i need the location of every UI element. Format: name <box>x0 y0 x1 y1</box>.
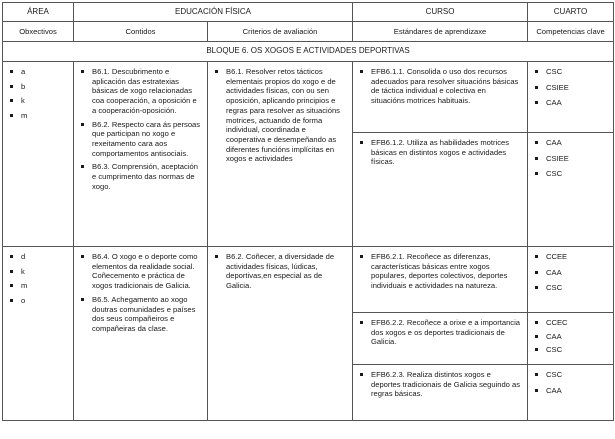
competence-item: CSC <box>534 283 607 293</box>
objective-item: m <box>9 111 67 121</box>
table-row <box>3 62 614 247</box>
standard-item: EFB6.1.1. Consolida o uso dos recursos adecuados para resolver situacións básicas de táctica individual e colectiva en situacións motrices habituais. <box>359 67 521 106</box>
header-subject: EDUCACIÓN FÍSICA <box>74 3 353 22</box>
competence-item: CAA <box>534 268 607 278</box>
col-competences: Competencias clave <box>528 22 614 42</box>
objective-item: d <box>9 252 67 262</box>
criteria-cell <box>208 62 353 247</box>
competence-item: CAA <box>534 386 607 396</box>
competence-item: CSC <box>534 345 607 355</box>
criteria-item: B6.2. Coñecer, a diversidade de actividades físicas, lúdicas, deportivas,en especial as de Galicia. <box>214 252 346 291</box>
standard-item: EFB6.1.2. Utiliza as habilidades motrices básicas en distintos xogos e actividades físicas. <box>359 138 521 167</box>
content-item: B6.5. Achegamento ao xogo doutras comunidades e países dos seus compañeiros e compañeiras da clase. <box>80 295 201 334</box>
competences-cell <box>528 62 614 247</box>
col-standards: Estándares de aprendizaxe <box>353 22 528 42</box>
standard-box <box>353 133 527 174</box>
competence-box <box>528 365 613 404</box>
curriculum-table <box>2 2 614 421</box>
competence-item: CAA <box>534 138 607 148</box>
competence-box <box>528 133 613 188</box>
standard-item: EFB6.2.3. Realiza distintos xogos e deportes tradicionais de Galicia seguindo as regras básicas. <box>359 370 521 399</box>
criteria-cell <box>208 247 353 421</box>
standards-cell <box>353 247 528 421</box>
competence-item: CSC <box>534 169 607 179</box>
contents-cell <box>74 247 208 421</box>
objectives-cell <box>3 62 74 247</box>
standard-box <box>353 313 527 365</box>
header-curso: CURSO <box>353 3 528 22</box>
objective-item: k <box>9 267 67 277</box>
standard-item: EFB6.2.1. Recoñece as diferenzas, características básicas entre xogos populares, deportes colectivos, deportes individuais e actividades na natureza. <box>359 252 521 291</box>
competence-item: CSIEE <box>534 83 607 93</box>
content-item: B6.1. Descubrimento e aplicación das estratexias básicas de xogo relacionadas coa cooperación, a oposición e a cooperación-oposición. <box>80 67 201 116</box>
standards-cell <box>353 62 528 247</box>
competence-item: CAA <box>534 98 607 108</box>
objective-item: a <box>9 67 67 77</box>
contents-cell <box>74 62 208 247</box>
content-item: B6.3. Comprensión, aceptación e cumprimento das normas de xogo. <box>80 162 201 191</box>
competence-item: CCEC <box>534 318 607 328</box>
criteria-item: B6.1. Resolver retos tácticos elementais propios do xogo e de actividades físicas, con ou sen oposición, aplicando principios e regras para resolver as situacións motrices, actuando de forma individual, coordinada e cooperativa e desempeñando as diferentes funcións implícitas en xogos e actividades <box>214 67 346 164</box>
competence-box <box>528 62 613 133</box>
competence-item: CSIEE <box>534 154 607 164</box>
content-item: B6.4. O xogo e o deporte como elementos da realidade social. Coñecemento e práctica de xogos tradicionais de Galicia. <box>80 252 201 291</box>
competence-item: CSC <box>534 67 607 77</box>
standard-box <box>353 365 527 406</box>
objective-item: k <box>9 96 67 106</box>
objective-item: b <box>9 82 67 92</box>
col-contents: Contidos <box>74 22 208 42</box>
competence-box <box>528 247 613 313</box>
col-objectives: Obxectivos <box>3 22 74 42</box>
objective-item: o <box>9 296 67 306</box>
competence-item: CAA <box>534 332 607 342</box>
competences-cell <box>528 247 614 421</box>
standard-box <box>353 247 527 313</box>
standard-box <box>353 62 527 133</box>
objectives-cell <box>3 247 74 421</box>
competence-item: CSC <box>534 370 607 380</box>
table-row <box>3 247 614 421</box>
standard-item: EFB6.2.2. Recoñece a orixe e a importancia dos xogos e os deportes tradicionais de Galicia. <box>359 318 521 347</box>
content-item: B6.2. Respecto cara ás persoas que participan no xogo e rexeitamento cara aos comportamentos antisociais. <box>80 120 201 159</box>
competence-item: CCEE <box>534 252 607 262</box>
competence-box <box>528 313 613 365</box>
header-area: ÁREA <box>3 3 74 22</box>
objective-item: m <box>9 281 67 291</box>
header-level: CUARTO <box>528 3 614 22</box>
col-criteria: Criterios de avaliación <box>208 22 353 42</box>
block-title: BLOQUE 6. OS XOGOS E ACTIVIDADES DEPORTIVAS <box>3 42 614 62</box>
